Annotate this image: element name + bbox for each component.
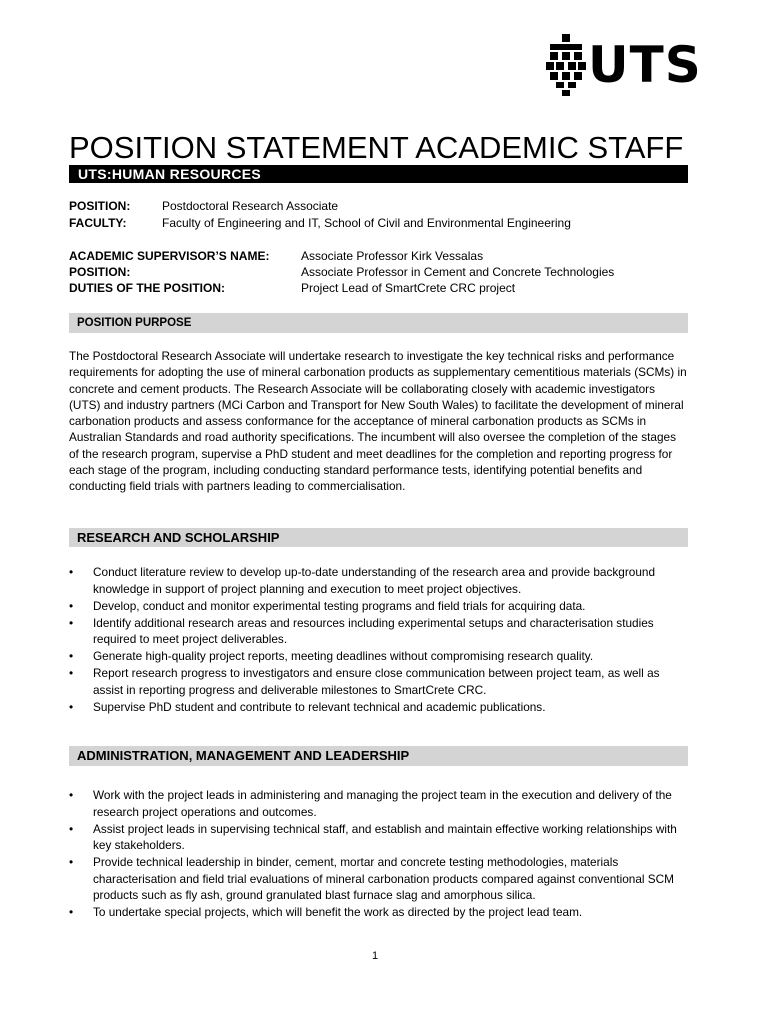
position-purpose-text: The Postdoctoral Research Associate will undertake research to investigate the key technical risks and performance requirements for adopting the use of mineral carbonation products as supplementary cementitious materials (SCMs) in concrete and cement products. The Research Associate will be collaborating closely with academic investigators (UTS) and industry partners (MCi Carbon and Transport for New South Wales) to facilitate the development of mineral carbonation products and assess conformance for the acceptance of mineral carbonation products as SCMs in Australian Standards and road authority specifications. The incumbent will also oversee the completion of the stages of the research program, supervise a PhD student and meet deadlines for the completion and reporting progress for each stage of the program, including conducting standard performance tests, identifying potential benefits and conducting field trials with partners leading to commercialisation.	[69, 349, 687, 494]
list-item: • Assist project leads in supervising technical staff, and establish and maintain effective working relationships with key stakeholders.	[69, 821, 691, 854]
supervisor-name-label: ACADEMIC SUPERVISOR’S NAME:	[69, 249, 270, 263]
admin-heading-text: ADMINISTRATION, MANAGEMENT AND LEADERSHIP	[77, 748, 410, 763]
list-item: • Supervise PhD student and contribute to relevant technical and academic publications.	[69, 699, 691, 716]
logo-wordmark: UTS	[588, 36, 702, 94]
position-value: Postdoctoral Research Associate	[162, 199, 339, 213]
page-title: POSITION STATEMENT ACADEMIC STAFF	[69, 130, 684, 165]
supervisor-position-value: Associate Professor in Cement and Concrete Technologies	[301, 265, 615, 279]
duties-value: Project Lead of SmartCrete CRC project	[301, 281, 516, 295]
position-label: POSITION:	[69, 199, 131, 213]
faculty-value: Faculty of Engineering and IT, School of Civil and Environmental Engineering	[162, 216, 571, 230]
subtitle-text: UTS:HUMAN RESOURCES	[78, 166, 262, 182]
page-number: 1	[372, 950, 379, 962]
list-item: • Develop, conduct and monitor experimental testing programs and field trials for acquiring data.	[69, 598, 691, 615]
list-item: • Work with the project leads in administering and managing the project team in the execution and delivery of the research project operations and outcomes.	[69, 787, 691, 820]
position-purpose-heading	[69, 313, 688, 333]
list-item: • To undertake special projects, which will benefit the work as directed by the project lead team.	[69, 904, 691, 921]
faculty-label: FACULTY:	[69, 216, 127, 230]
list-item: • Conduct literature review to develop up-to-date understanding of the research area and provide background knowledge in support of project planning and execution to meet project objectives.	[69, 564, 691, 597]
list-item: • Identify additional research areas and resources including experimental setups and characterisation studies required to meet project deliverables.	[69, 615, 691, 648]
list-item: • Provide technical leadership in binder, cement, mortar and concrete testing methodologies, materials characterisation and field trial evaluations of mineral carbonation products compared against conventional SCM products such as fly ash, ground granulated blast furnace slag and amorphous silica.	[69, 854, 691, 904]
supervisor-position-label: POSITION:	[69, 265, 131, 279]
position-purpose-heading-text: POSITION PURPOSE	[77, 317, 192, 329]
research-heading	[69, 528, 688, 547]
duties-label: DUTIES OF THE POSITION:	[69, 281, 226, 295]
subtitle-band	[69, 165, 688, 183]
uts-logo	[546, 34, 706, 96]
list-item: • Report research progress to investigators and ensure close communication between project team, as well as assist in reporting progress and deliverable milestones to SmartCrete CRC.	[69, 665, 691, 698]
admin-heading	[69, 746, 688, 766]
supervisor-name-value: Associate Professor Kirk Vessalas	[301, 249, 484, 263]
research-list	[69, 564, 691, 716]
uts-crest-icon	[546, 34, 588, 96]
list-item: • Generate high-quality project reports, meeting deadlines without compromising research quality.	[69, 648, 691, 665]
admin-list	[69, 787, 691, 921]
research-heading-text: RESEARCH AND SCHOLARSHIP	[77, 530, 280, 545]
